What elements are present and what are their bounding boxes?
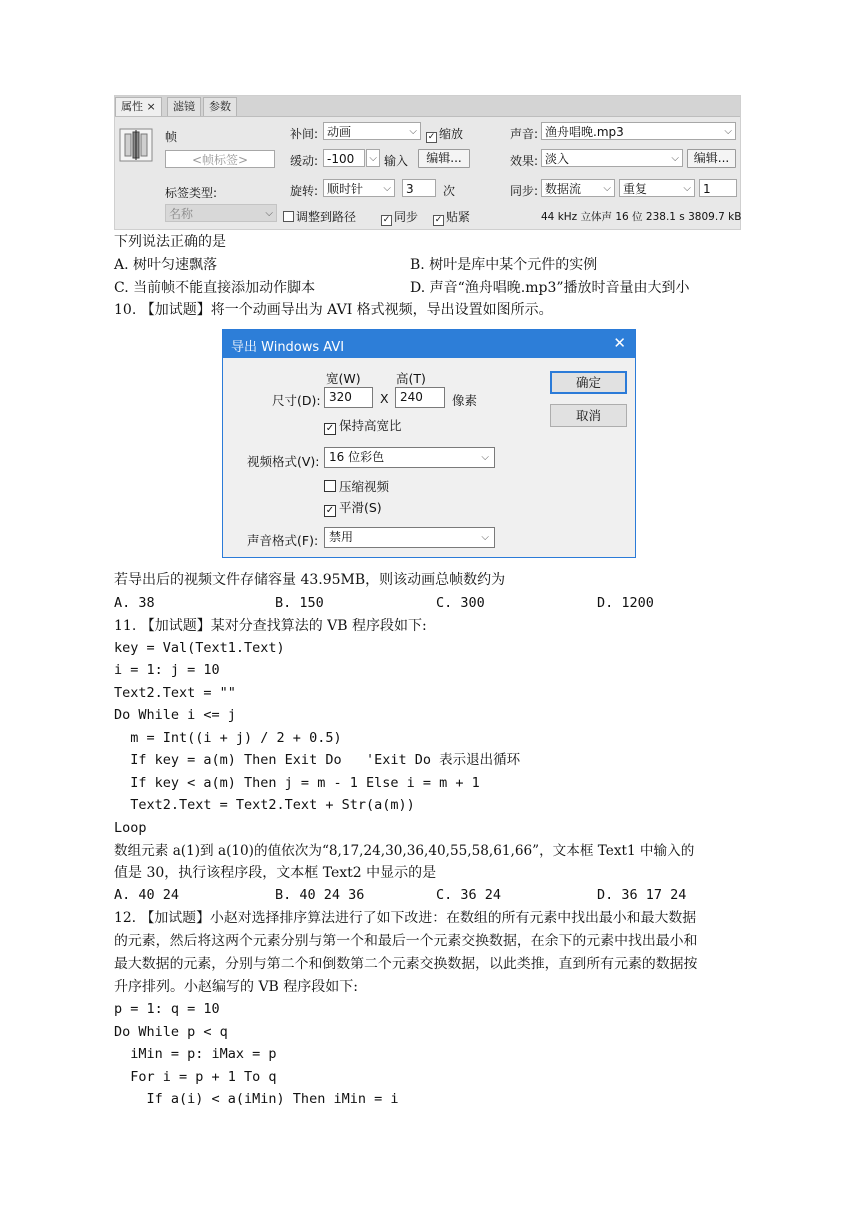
checkmark-icon: ✓ [325, 505, 335, 516]
chevron-down-icon: ⌵ [265, 208, 273, 219]
label-type-value: 名称 [169, 207, 194, 221]
scale-label: 缩放 [439, 127, 464, 141]
ease-dropdown[interactable] [366, 149, 380, 167]
repeat-select[interactable] [619, 179, 695, 197]
adjust-path-label: 调整到路径 [296, 210, 357, 224]
q11-code-line: If key < a(m) Then j = m - 1 Else i = m + 1 [114, 775, 480, 791]
q11-option-b: B. 40 24 36 [275, 887, 365, 903]
q10-question: 若导出后的视频文件存储容量 43.95MB，则该动画总帧数约为 [114, 572, 506, 588]
q11-code-line: Loop [114, 820, 147, 836]
q11-option-a: A. 40 24 [114, 887, 180, 903]
ease-input[interactable]: -100 [323, 149, 365, 167]
rotate-value: 顺时针 [327, 182, 364, 196]
ease-label: 缓动: [290, 154, 319, 168]
ease-input-label: 输入 [384, 154, 409, 168]
q12-line4: 升序排列。小赵编写的 VB 程序段如下: [114, 979, 359, 995]
repeat-count-input[interactable]: 1 [699, 179, 737, 197]
chevron-down-icon: ⌵ [603, 183, 611, 194]
label-type-label: 标签类型: [165, 186, 218, 200]
sound-select[interactable] [541, 122, 736, 140]
label-type-select[interactable] [165, 204, 277, 222]
checkmark-icon: ✓ [427, 132, 436, 142]
q11-option-c: C. 36 24 [436, 887, 502, 903]
effect-label: 效果: [510, 154, 539, 168]
times-unit: 次 [443, 184, 456, 198]
rotate-times-input[interactable]: 3 [402, 179, 436, 197]
q10-option-c: C. 300 [436, 595, 485, 611]
video-format-value: 16 位彩色 [329, 450, 385, 464]
sync-type-value: 数据流 [545, 182, 582, 196]
tween-select[interactable] [323, 122, 421, 140]
q9-option-d: D. 声音“渔舟唱晚.mp3”播放时音量由大到小 [410, 280, 690, 296]
frame-label: 帧 [165, 130, 178, 144]
checkmark-icon: ✓ [434, 215, 443, 225]
q11-option-d: D. 36 17 24 [597, 887, 687, 903]
sync-type-select[interactable] [541, 179, 615, 197]
repeat-value: 重复 [623, 182, 648, 196]
q9-option-c: C. 当前帧不能直接添加动作脚本 [114, 280, 316, 296]
q11-code-line: i = 1: j = 10 [114, 662, 220, 678]
chevron-down-icon: ⌵ [409, 126, 417, 137]
q12-code-line: For i = p + 1 To q [114, 1069, 277, 1085]
sound-info: 44 kHz 立体声 16 位 238.1 s 3809.7 kB [541, 211, 742, 223]
snap-label: 贴紧 [446, 210, 471, 224]
checkmark-icon: ✓ [325, 423, 335, 434]
width-label: 宽(W) [326, 371, 361, 386]
q11-code-line: key = Val(Text1.Text) [114, 640, 285, 656]
q12-code-line: p = 1: q = 10 [114, 1001, 220, 1017]
tab-properties[interactable]: 属性 × [115, 97, 162, 116]
height-input[interactable]: 240 [395, 387, 445, 408]
chevron-down-icon: ⌵ [683, 183, 691, 194]
effect-edit-button[interactable]: 编辑... [687, 149, 736, 168]
checkbox-empty-icon [324, 480, 336, 492]
rotate-select[interactable] [323, 179, 395, 197]
tween-value: 动画 [327, 125, 352, 139]
q10-stem: 10. 【加试题】将一个动画导出为 AVI 格式视频，导出设置如图所示。 [114, 302, 553, 318]
q11-desc-line1: 数组元素 a(1)到 a(10)的值依次为“8,17,24,30,36,40,55,58,61,66”，文本框 Text1 中输入的 [114, 843, 695, 859]
dialog-titlebar [223, 330, 635, 358]
export-avi-dialog [222, 329, 636, 558]
audio-format-label: 声音格式(F): [247, 533, 319, 548]
q11-code-line: Text2.Text = Text2.Text + Str(a(m)) [114, 797, 415, 813]
chevron-down-icon: ⌵ [481, 452, 489, 463]
video-format-label: 视频格式(V): [247, 454, 320, 469]
effect-value: 淡入 [545, 152, 570, 166]
q10-option-d: D. 1200 [597, 595, 654, 611]
frame-icon [119, 128, 153, 162]
scale-checkbox[interactable] [426, 125, 463, 143]
checkbox-empty-icon [283, 211, 294, 222]
chevron-down-icon: ⌵ [383, 183, 391, 194]
sync-checkbox[interactable] [381, 208, 418, 226]
q9-option-a: A. 树叶匀速飘落 [114, 257, 218, 273]
q12-line3: 最大数据的元素，分别与第二个和倒数第二个元素交换数据，以此类推，直到所有元素的数据按 [114, 956, 698, 972]
chevron-down-icon: ⌵ [481, 532, 489, 543]
sync-label: 同步 [394, 210, 419, 224]
q11-code-line: Do While i <= j [114, 707, 236, 723]
q10-option-b: B. 150 [275, 595, 324, 611]
effect-select[interactable] [541, 149, 683, 167]
close-icon[interactable]: ✕ [613, 334, 626, 352]
size-label: 尺寸(D): [272, 393, 321, 408]
smooth-label: 平滑(S) [339, 500, 382, 515]
keep-ratio-label: 保持高宽比 [339, 418, 402, 433]
q10-option-a: A. 38 [114, 595, 155, 611]
audio-format-value: 禁用 [329, 530, 354, 544]
q12-code-line: If a(i) < a(iMin) Then iMin = i [114, 1091, 399, 1107]
video-format-select[interactable] [324, 447, 495, 468]
keep-ratio-checkbox[interactable] [324, 416, 402, 435]
dialog-title: 导出 Windows AVI [231, 340, 345, 355]
sound-label: 声音: [510, 127, 539, 141]
q11-code-line: If key = a(m) Then Exit Do 'Exit Do 表示退出循环 [114, 752, 521, 768]
q11-desc-line2: 值是 30，执行该程序段，文本框 Text2 中显示的是 [114, 865, 437, 881]
chevron-down-icon: ⌵ [369, 153, 377, 164]
ease-edit-button[interactable]: 编辑... [418, 149, 470, 168]
q12-line1: 12. 【加试题】小赵对选择排序算法进行了如下改进：在数组的所有元素中找出最小和最大数据 [114, 910, 697, 926]
height-label: 高(T) [396, 371, 426, 386]
chevron-down-icon: ⌵ [671, 153, 679, 164]
compress-label: 压缩视频 [339, 479, 390, 494]
q12-code-line: Do While p < q [114, 1024, 228, 1040]
times-sign: X [380, 391, 389, 406]
q11-code-line: Text2.Text = "" [114, 685, 236, 701]
rotate-label: 旋转: [290, 184, 319, 198]
chevron-down-icon: ⌵ [724, 126, 732, 137]
q11-stem: 11. 【加试题】某对分查找算法的 VB 程序段如下: [114, 618, 427, 634]
q12-code-line: iMin = p: iMax = p [114, 1046, 277, 1062]
q12-line2: 的元素，然后将这两个元素分别与第一个和最后一个元素交换数据，在余下的元素中找出最小和 [114, 933, 698, 949]
ok-button[interactable]: 确定 [550, 371, 627, 394]
q9-option-b: B. 树叶是库中某个元件的实例 [410, 257, 598, 273]
flash-properties-panel [114, 95, 741, 230]
smooth-checkbox[interactable] [324, 498, 382, 517]
snap-checkbox[interactable] [433, 208, 470, 226]
cancel-button[interactable]: 取消 [550, 404, 627, 427]
width-input[interactable]: 320 [324, 387, 373, 408]
audio-format-select[interactable] [324, 527, 495, 548]
tab-parameters[interactable]: 参数 [203, 97, 237, 116]
panel-tab-bar [115, 96, 740, 117]
tween-label: 补间: [290, 127, 319, 141]
tab-filters[interactable]: 滤镜 [167, 97, 201, 116]
pixels-label: 像素 [452, 393, 478, 408]
adjust-path-checkbox[interactable] [283, 208, 356, 225]
q9-stem: 下列说法正确的是 [114, 234, 226, 250]
sound-value: 渔舟唱晚.mp3 [545, 125, 624, 139]
q11-code-line: m = Int((i + j) / 2 + 0.5) [114, 730, 342, 746]
sync-type-label: 同步: [510, 184, 539, 198]
frame-label-input[interactable]: <帧标签> [165, 150, 275, 168]
compress-checkbox[interactable] [324, 477, 389, 495]
checkmark-icon: ✓ [382, 215, 391, 225]
